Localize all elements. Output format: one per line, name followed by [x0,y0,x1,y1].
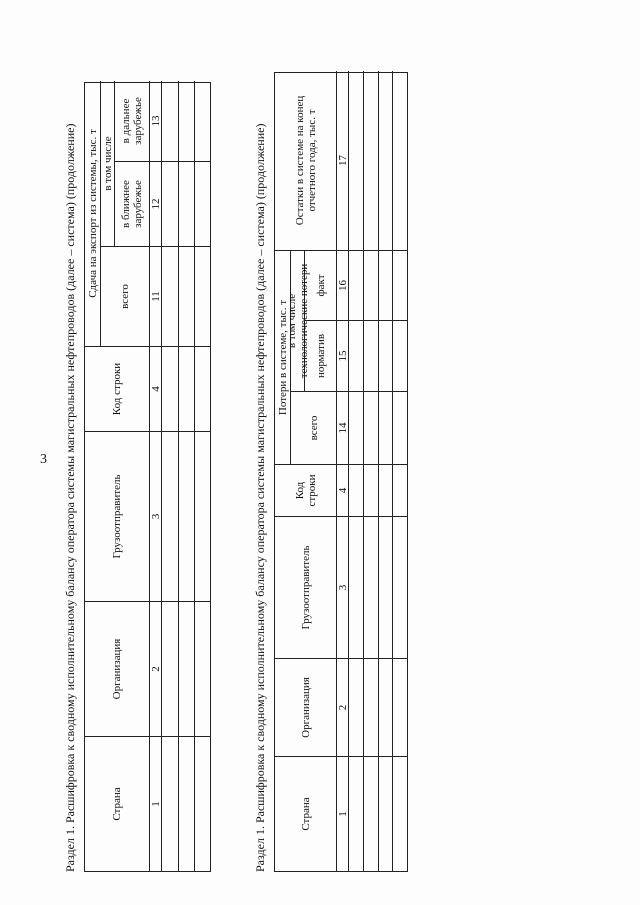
empty-cell [195,431,210,601]
empty-cell [393,391,407,464]
empty-cell [379,464,393,516]
num-1: 1 [337,756,349,871]
empty-cell [379,658,393,756]
empty-cell [195,161,210,246]
empty-cell [393,320,407,391]
section1-title: Раздел 1. Расшифровка к сводному исполнительному балансу оператора системы магистральных нефтепроводов (далее – система) (продолжение) [63,123,77,872]
hdr-including: в том числе [101,81,115,246]
empty-cell [393,250,407,320]
empty-cell [162,246,179,346]
num-17: 17 [337,71,349,250]
empty-cell [379,71,393,250]
hdr-losses: Потери в системе, тыс. т [275,250,291,464]
hdr-country: Страна [85,736,150,871]
empty-cell [364,658,379,756]
empty-cell [349,658,364,756]
hdr-fact: факт [305,250,337,320]
section2-table [274,72,408,872]
empty-cell [349,391,364,464]
empty-cell [349,464,364,516]
hdr-norm: норматив [305,320,337,391]
empty-cell [364,71,379,250]
empty-cell [364,464,379,516]
num-15: 15 [337,320,349,391]
num-4: 4 [337,464,349,516]
empty-cell [364,516,379,658]
empty-cell [379,320,393,391]
empty-cell [379,756,393,871]
empty-cell [162,736,179,871]
hdr-line-code: Код строки [275,464,337,516]
empty-cell [179,346,195,431]
empty-cell [179,736,195,871]
num-14: 14 [337,391,349,464]
num-3: 3 [337,516,349,658]
empty-cell [195,601,210,736]
empty-cell [195,346,210,431]
section1-table [84,82,211,872]
empty-cell [393,516,407,658]
empty-cell [179,601,195,736]
empty-cell [349,756,364,871]
empty-cell [195,246,210,346]
empty-cell [162,161,179,246]
hdr-export: Сдача на экспорт из системы, тыс. т [85,81,101,346]
hdr-incl-tech: в том числе технологические потери [291,250,305,391]
num-11: 11 [150,246,162,346]
empty-cell [349,320,364,391]
empty-cell [393,71,407,250]
empty-cell [162,431,179,601]
empty-cell [162,81,179,161]
hdr-shipper: Грузоотправитель [85,431,150,601]
hdr-losses-total: всего [291,391,337,464]
empty-cell [393,464,407,516]
num-2: 2 [337,658,349,756]
empty-cell [379,516,393,658]
num-2: 2 [150,601,162,736]
hdr-shipper: Грузоотправитель [275,516,337,658]
empty-cell [179,431,195,601]
empty-cell [379,391,393,464]
hdr-export-total: всего [101,246,150,346]
hdr-organization: Организация [275,658,337,756]
num-4: 4 [150,346,162,431]
section1 [60,42,211,872]
section2-title: Раздел 1. Расшифровка к сводному исполнительному балансу оператора системы магистральных нефтепроводов (далее – система) (продолжение) [253,123,267,872]
num-1: 1 [150,736,162,871]
empty-cell [379,250,393,320]
empty-cell [349,516,364,658]
hdr-country: Страна [275,756,337,871]
empty-cell [364,756,379,871]
empty-cell [195,81,210,161]
num-3: 3 [150,431,162,601]
empty-cell [364,391,379,464]
empty-cell [179,81,195,161]
empty-cell [349,71,364,250]
empty-cell [162,346,179,431]
hdr-organization: Организация [85,601,150,736]
num-16: 16 [337,250,349,320]
num-13: 13 [150,81,162,161]
hdr-balance: Остатки в системе на конец отчетного года, тыс. т [275,71,337,250]
empty-cell [179,161,195,246]
num-12: 12 [150,161,162,246]
hdr-line-code: Код строки [85,346,150,431]
hdr-near-abroad: в ближнее зарубежье [115,161,150,246]
empty-cell [393,658,407,756]
empty-cell [364,320,379,391]
empty-cell [179,246,195,346]
page-number: 3 [40,452,47,467]
section2 [250,42,408,872]
empty-cell [349,250,364,320]
hdr-far-abroad: в дальнее зарубежье [115,81,150,161]
empty-cell [195,736,210,871]
empty-cell [393,756,407,871]
empty-cell [364,250,379,320]
empty-cell [162,601,179,736]
